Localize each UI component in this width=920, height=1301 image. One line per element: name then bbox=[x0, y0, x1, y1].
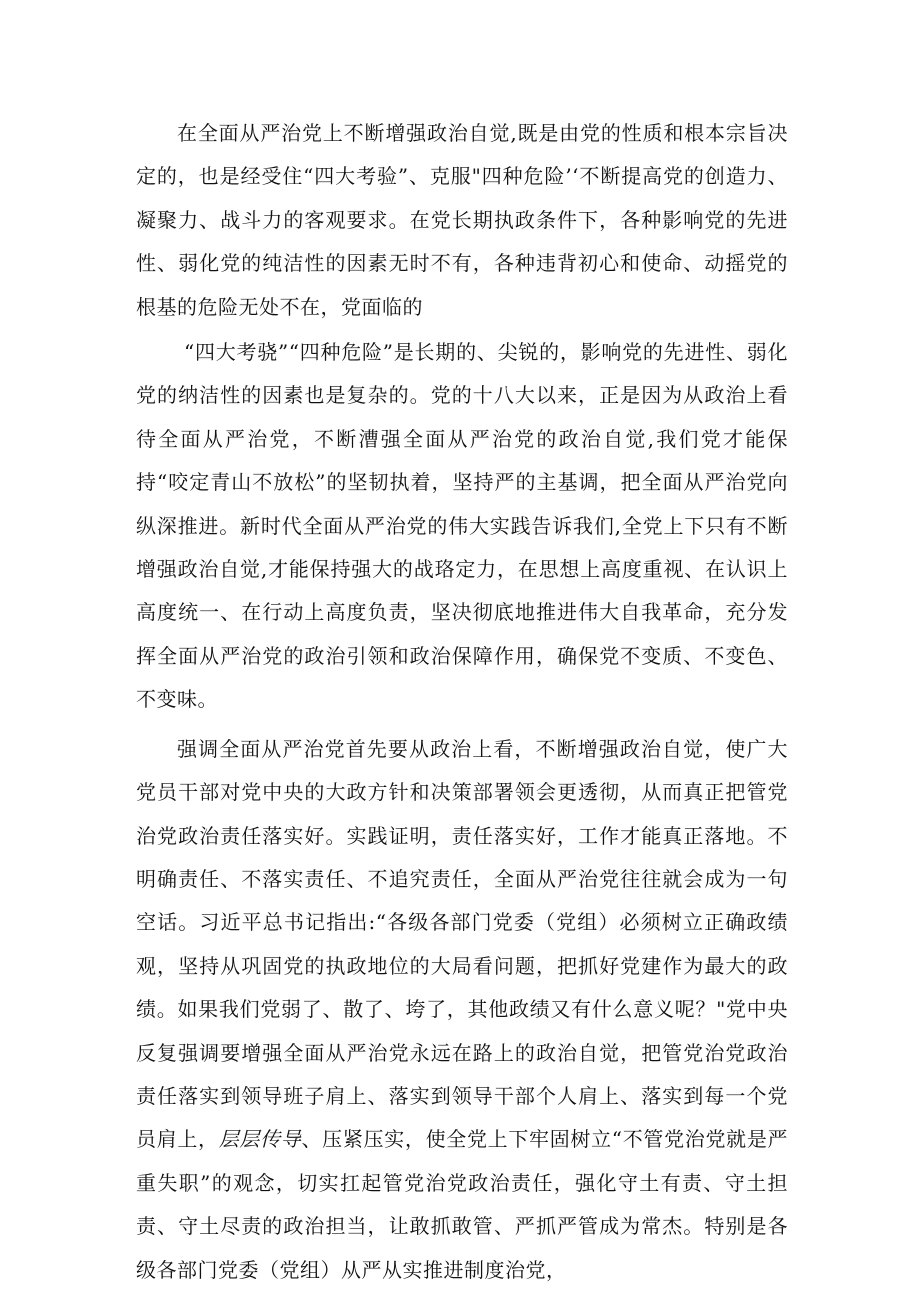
paragraph-3 bbox=[136, 728, 788, 1292]
paragraph-1: 在全面从严治党上不断增强政治自觉,既是由党的性质和根本宗旨决定的，也是经受住“四大考验”、克服"四种危险’‘不断提高党的创造力、凝聚力、战斗力的客观要求。在党长期执政条件下，各种影响党的先进性、弱化党的纯洁性的因素无时不有，各种违背初心和使命、动摇党的根基的危险无处不在，党面临的 bbox=[136, 121, 788, 319]
paragraph-3-text-after: 、压紧压实，使全党上下牢固树立“不管党治党就是严重失职”的观念，切实扛起管党治党政治责任，强化守土有责、守土担责、守土尽责的政治担当，让敢抓敢管、严抓严管成为常杰。特别是各级各部门党委（党组）从严从实推进制度治党， bbox=[136, 1127, 789, 1282]
paragraph-3-text-before: 强调全面从严治党首先要从政治上看，不断增强政治自觉，使广大党员干部对党中央的大政方针和决策部署领会更透彻，从而真正把管党治党政治责任落实好。实践证明，责任落实好，工作才能真正落地。不明确责任、不落实责任、不追究责任，全面从严治党往往就会成为一句空话。习近平总书记指出:“各级各部门党委（党组）必须树立正确政绩观，坚持从巩固党的执政地位的大局看问题，把抓好党建作为最大的政绩。如果我们党弱了、散了、垮了，其他政绩又有什么意义呢？"党中央反复强调要增强全面从严治党永远在路上的政治自觉，把管党治党政治责任落实到领导班子肩上、落实到领导干部个人肩上、落实到每一个党员肩上， bbox=[136, 736, 788, 1152]
paragraph-2: “四大考骁”“四种危险”是长期的、尖锐的，影响党的先进性、弱化党的纳洁性的因素也是复杂的。党的十八大以来，正是因为从政治上看待全面从严治党，不断漕强全面从严治党的政治自觉,我们党才能保持“咬定青山不放松”的坚韧执着，坚持严的主基调，把全面从严治党向纵深推进。新时代全面从严治党的伟大实践告诉我们,全党上下只有不断增强政治自觉,才能保持强大的战珞定力，在思想上高度重视、在认识上高度统一、在行动上高度负责，坚决彻底地推进伟大自我革命，充分发挥全面从严治党的政治引领和政治保障作用，确保党不变质、不变色、不变味。 bbox=[136, 340, 788, 712]
paragraph-3-italic-phrase: 层层传导 bbox=[218, 1127, 302, 1152]
document-body bbox=[136, 112, 788, 1292]
